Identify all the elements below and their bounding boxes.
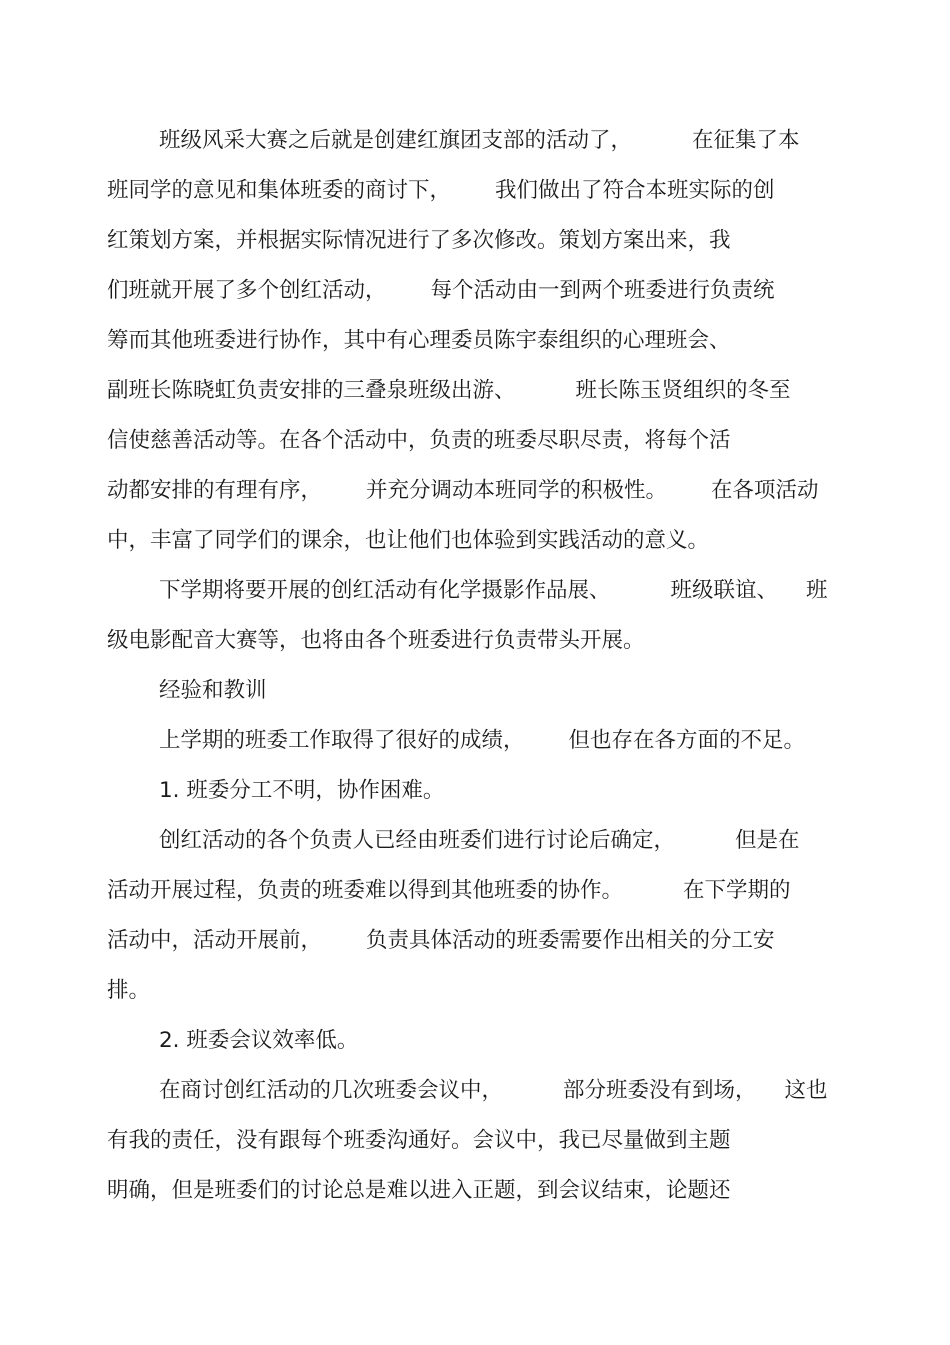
text-segment: 中，丰富了同学们的课余，也让他们也体验到实践活动的意义。 <box>107 528 710 553</box>
text-line <box>107 1124 731 1158</box>
list-item-heading <box>159 1024 358 1058</box>
text-segment: 每个活动由一到两个班委进行负责统 <box>430 278 775 303</box>
text-segment: 排。 <box>107 978 151 1003</box>
text-segment: 班级风采大赛之后就是创建红旗团支部的活动了， <box>159 128 633 153</box>
text-line <box>159 1074 828 1108</box>
text-segment: 班同学的意见和集体班委的商讨下， <box>107 178 452 203</box>
text-line <box>107 1174 731 1208</box>
text-line <box>107 924 775 958</box>
text-segment: 红策划方案，并根据实际情况进行了多次修改。策划方案出来，我 <box>107 228 731 253</box>
section-heading <box>159 674 267 708</box>
text-line <box>107 624 645 658</box>
text-line <box>107 174 775 208</box>
text-line <box>107 224 731 258</box>
text-segment: 并充分调动本班同学的积极性。 <box>366 478 668 503</box>
text-segment: 级电影配音大赛等，也将由各个班委进行负责带头开展。 <box>107 628 645 653</box>
text-segment: 在各项活动 <box>711 478 819 503</box>
text-segment: 班级联谊、 <box>670 578 779 603</box>
text-segment: 有我的责任，没有跟每个班委沟通好。会议中，我已尽量做到主题 <box>107 1128 731 1153</box>
text-segment: 负责具体活动的班委需要作出相关的分工安 <box>366 928 775 953</box>
text-segment: 信使慈善活动等。在各个活动中，负责的班委尽职尽责，将每个活 <box>107 428 731 453</box>
text-segment: 经验和教训 <box>159 678 267 703</box>
text-segment: 2. 班委会议效率低。 <box>159 1028 359 1053</box>
text-segment: 在征集了本 <box>692 128 800 153</box>
text-segment: 活动中，活动开展前， <box>107 928 323 953</box>
text-line <box>107 474 819 508</box>
text-segment: 下学期将要开展的创红活动有化学摄影作品展、 <box>159 578 611 603</box>
text-segment: 副班长陈晓虹负责安排的三叠泉班级出游、 <box>107 378 516 403</box>
list-item-heading <box>159 774 444 808</box>
text-line <box>107 374 791 408</box>
text-segment: 上学期的班委工作取得了很好的成绩， <box>159 728 525 753</box>
text-segment: 但也存在各方面的不足。 <box>568 728 806 753</box>
text-segment: 这也 <box>784 1078 828 1103</box>
text-line <box>107 974 150 1008</box>
text-segment: 在商讨创红活动的几次班委会议中， <box>159 1078 504 1103</box>
text-segment: 动都安排的有理有序， <box>107 478 323 503</box>
text-line <box>159 824 800 858</box>
text-line <box>159 724 805 758</box>
text-segment: 在下学期的 <box>683 878 791 903</box>
text-segment: 们班就开展了多个创红活动， <box>107 278 387 303</box>
text-line <box>107 524 709 558</box>
text-line <box>107 424 731 458</box>
text-segment: 1. 班委分工不明，协作困难。 <box>159 778 445 803</box>
text-segment: 但是在 <box>735 828 800 853</box>
text-segment: 活动开展过程，负责的班委难以得到其他班委的协作。 <box>107 878 624 903</box>
text-line <box>107 274 775 308</box>
text-line <box>107 324 731 358</box>
text-segment: 创红活动的各个负责人已经由班委们进行讨论后确定， <box>159 828 676 853</box>
text-segment: 班长陈玉贤组织的冬至 <box>575 378 791 403</box>
text-segment: 部分班委没有到场， <box>563 1078 757 1103</box>
text-line <box>159 574 828 608</box>
text-segment: 班 <box>806 578 828 603</box>
text-line <box>159 124 800 158</box>
text-segment: 明确，但是班委们的讨论总是难以进入正题，到会议结束，论题还 <box>107 1178 731 1203</box>
text-line <box>107 874 791 908</box>
text-segment: 筹而其他班委进行协作，其中有心理委员陈宇泰组织的心理班会、 <box>107 328 731 353</box>
text-segment: 我们做出了符合本班实际的创 <box>495 178 775 203</box>
